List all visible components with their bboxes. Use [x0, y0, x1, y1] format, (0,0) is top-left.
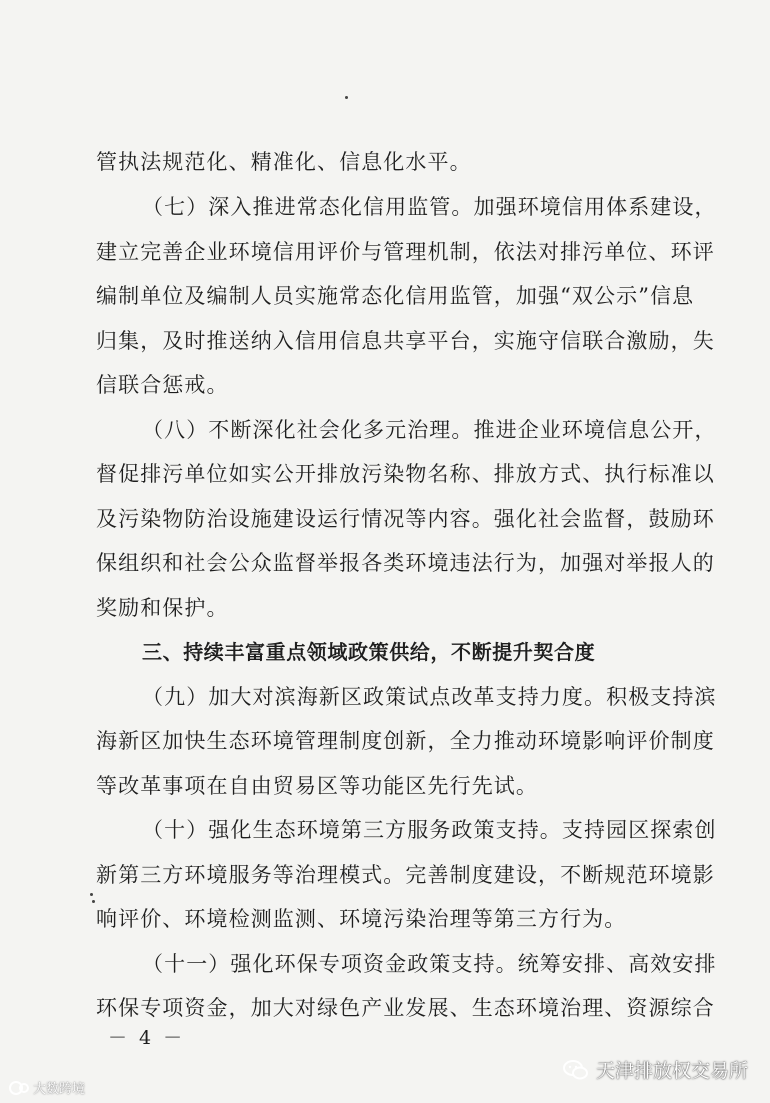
watermark-left-text: 大数跨境 — [33, 1082, 86, 1097]
body-line: 新第三方环境服务等治理模式。完善制度建设，不断规范环境影 — [96, 863, 715, 887]
body-line: （十）强化生态环境第三方服务政策支持。支持园区探索创 — [142, 818, 717, 842]
page-number: － 4 － — [108, 1027, 186, 1049]
body-line: 及污染物防治设施建设运行情况等内容。强化社会监督，鼓励环 — [96, 507, 715, 531]
body-line: 保组织和社会公众监督举报各类环境违法行为，加强对举报人的 — [96, 551, 715, 575]
body-line: 响评价、环境检测监测、环境污染治理等第三方行为。 — [96, 907, 627, 931]
body-line: 管执法规范化、精准化、信息化水平。 — [96, 150, 472, 174]
wechat-icon — [562, 1059, 590, 1081]
body-line: 督促排污单位如实公开排放污染物名称、排放方式、执行标准以 — [96, 462, 715, 486]
watermark-right — [562, 1056, 748, 1083]
scan-speck — [90, 893, 93, 896]
watermark-left — [8, 1078, 85, 1097]
scan-speck — [92, 900, 95, 903]
section-heading: 三、持续丰富重点领域政策供给，不断提升契合度 — [142, 640, 596, 664]
body-line: 奖励和保护。 — [96, 596, 229, 620]
body-line: （八）不断深化社会化多元治理。推进企业环境信息公开， — [142, 418, 717, 442]
body-line: 等改革事项在自由贸易区等功能区先行先试。 — [96, 774, 538, 798]
body-line: 归集，及时推送纳入信用信息共享平台，实施守信联合激励，失 — [96, 329, 715, 353]
body-line: 信联合惩戒。 — [96, 373, 229, 397]
body-line: 编制单位及编制人员实施常态化信用监管，加强“双公示”信息 — [96, 284, 695, 308]
body-line: 建立完善企业环境信用评价与管理机制，依法对排污单位、环评 — [96, 240, 715, 264]
watermark-right-text: 天津排放权交易所 — [596, 1060, 749, 1082]
body-line: （七）深入推进常态化信用监管。加强环境信用体系建设， — [142, 195, 717, 219]
body-line: （九）加大对滨海新区政策试点改革支持力度。积极支持滨 — [142, 685, 717, 709]
scan-speck — [345, 96, 348, 99]
body-line: 环保专项资金，加大对绿色产业发展、生态环境治理、资源综合 — [96, 996, 715, 1020]
body-line: （十一）强化环保专项资金政策支持。统筹安排、高效安排 — [142, 952, 717, 976]
logo-icon — [8, 1080, 30, 1096]
body-line: 海新区加快生态环境管理制度创新，全力推动环境影响评价制度 — [96, 729, 715, 753]
